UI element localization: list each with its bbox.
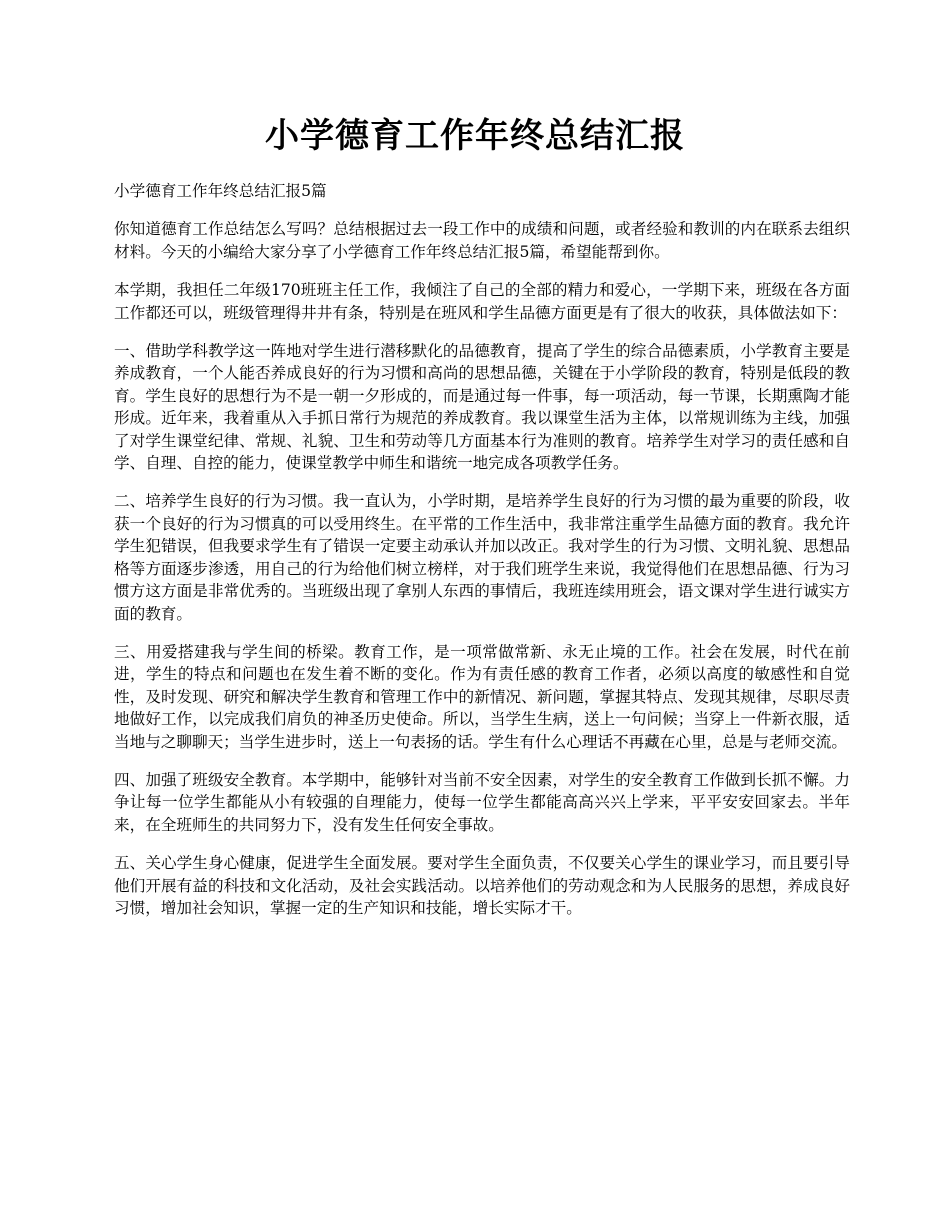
paragraph-section-4: 四、加强了班级安全教育。本学期中，能够针对当前不安全因素，对学生的安全教育工作做到长抓不懈。力争让每一位学生都能从小有较强的自理能力，使每一位学生都能高高兴兴上学来，平平安安回家去。半年来，在全班师生的共同努力下，没有发生任何安全事故。: [114, 770, 850, 834]
paragraph-background: 本学期，我担任二年级170班班主任工作，我倾注了自己的全部的精力和爱心，一学期下来，班级在各方面工作都还可以，班级管理得井井有条，特别是在班风和学生品德方面更是有了很大的收获，具体做法如下：: [114, 281, 850, 322]
document-body: [114, 180, 850, 935]
paragraph-section-1: 一、借助学科教学这一阵地对学生进行潜移默化的品德教育，提高了学生的综合品德素质，小学教育主要是养成教育，一个人能否养成良好的行为习惯和高尚的思想品德，关键在于小学阶段的教育，特别是低段的教育。学生良好的思想行为不是一朝一夕形成的，而是通过每一件事，每一项活动，每一节课，长期熏陶才能形成。近年来，我着重从入手抓日常行为规范的养成教育。我以课堂生活为主体，以常规训练为主线，加强了对学生课堂纪律、常规、礼貌、卫生和劳动等几方面基本行为准则的教育。培养学生对学习的责任感和自学、自理、自控的能力，使课堂教学中师生和谐统一地完成各项教学任务。: [114, 342, 850, 473]
paragraph-section-5: 五、关心学生身心健康，促进学生全面发展。要对学生全面负责，不仅要关心学生的课业学习，而且要引导他们开展有益的科技和文化活动，及社会实践活动。以培养他们的劳动观念和为人民服务的思想，养成良好习惯，增加社会知识，掌握一定的生产知识和技能，增长实际才干。: [114, 854, 850, 917]
paragraph-section-2: 二、培养学生良好的行为习惯。我一直认为，小学时期，是培养学生良好的行为习惯的最为重要的阶段，收获一个良好的行为习惯真的可以受用终生。在平常的工作生活中，我非常注重学生品德方面的教育。我允许学生犯错误，但我要求学生有了错误一定要主动承认并加以改正。我对学生的行为习惯、文明礼貌、思想品格等方面逐步渗透，用自己的行为给他们树立榜样，对于我们班学生来说，我觉得他们在思想品德、行为习惯方这方面是非常优秀的。当班级出现了拿别人东西的事情后，我班连续用班会，语文课对学生进行诚实方面的教育。: [114, 492, 850, 623]
document-subtitle: 小学德育工作年终总结汇报5篇: [114, 182, 327, 200]
paragraph-section-3: 三、用爱搭建我与学生间的桥梁。教育工作，是一项常做常新、永无止境的工作。社会在发展，时代在前进，学生的特点和问题也在发生着不断的变化。作为有责任感的教育工作者，必须以高度的敏感性和自觉性，及时发现、研究和解决学生教育和管理工作中的新情况、新问题，掌握其特点、发现其规律，尽职尽责地做好工作，以完成我们肩负的神圣历史使命。所以，当学生生病，送上一句问候；当穿上一件新衣服，适当地与之聊聊天；当学生进步时，送上一句表扬的话。学生有什么心理话不再藏在心里，总是与老师交流。: [114, 642, 850, 751]
page-title: 小学德育工作年终总结汇报: [265, 116, 685, 156]
paragraph-intro: 你知道德育工作总结怎么写吗？总结根据过去一段工作中的成绩和问题，或者经验和教训的内在联系去组织材料。今天的小编给大家分享了小学德育工作年终总结汇报5篇，希望能帮到你。: [114, 220, 850, 261]
